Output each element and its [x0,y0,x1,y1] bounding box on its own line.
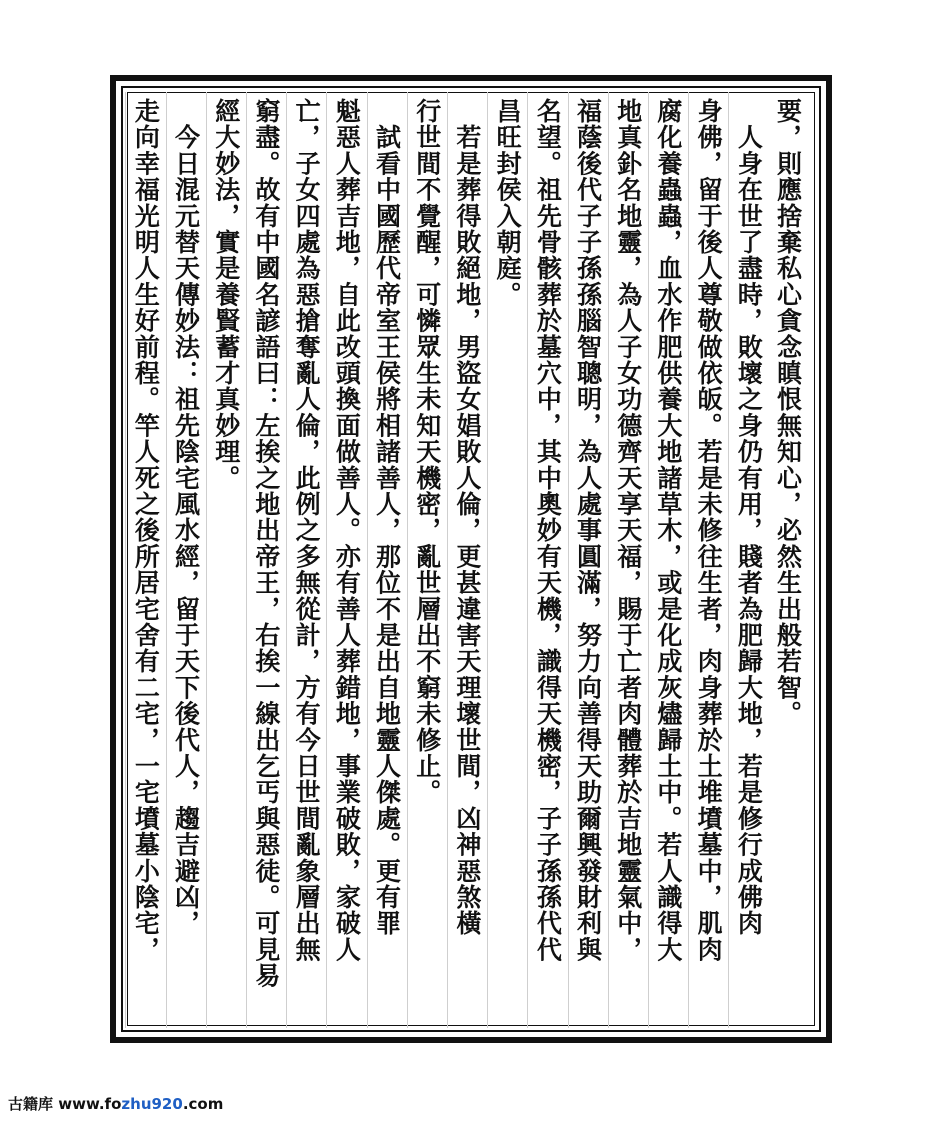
footer-site-name: 古籍库 [8,1095,54,1113]
text-column-1: 要，則應捨棄私心貪念瞋恨無知心，必然生出般若智。 [773,98,803,727]
text-column-2: 人身在世了盡時，敗壞之身仍有用，賤者為肥歸大地，若是修行成佛肉 [728,92,767,1028]
text-column-16: 今日混元替天傳妙法：祖先陰宅風水經，留于天下後代人，趨吉避凶， [166,92,205,1028]
text-column-4: 腐化養蟲蟲，血水作肥供養大地諸草木，或是化成灰燼歸土中。若人識得大 [648,92,687,1028]
footer-url-suffix: .com [182,1095,224,1113]
text-column-8: 昌旺封侯入朝庭。 [487,92,526,1028]
footer-watermark [8,1093,223,1114]
text-column-14: 窮盡。故有中國名諺語曰：左挨之地出帝王，右挨一線出乞丐與惡徒。可見易 [246,92,285,1028]
footer-url-prefix: www.fo [58,1095,122,1113]
text-column-12: 魁惡人葬吉地，自此改頭換面做善人。亦有善人葬錯地，事業破敗，家破人 [326,92,365,1028]
text-column-10: 行世間不覺醒，可憐眾生未知天機密，亂世層出不窮未修止。 [407,92,446,1028]
footer-url[interactable] [58,1095,223,1113]
text-column-17: 走向幸福光明人生好前程。竿人死之後所居宅舍有二宅，一宅墳墓小陰宅， [125,92,164,1028]
text-column-15: 經大妙法，實是養賢蓄才真妙理。 [206,92,245,1028]
text-column-9: 若是葬得敗絕地，男盜女娼敗人倫，更甚違害天理壞世間，凶神惡煞橫 [447,92,486,1028]
text-column-13: 亡，子女四處為惡搶奪亂人倫，此例之多無從計，方有今日世間亂象層出無 [286,92,325,1028]
vertical-text-body [123,92,807,1028]
text-column-5: 地真釙名地靈，為人子女功德齊天享天福，賜于亡者肉體葬於吉地靈氣中， [608,92,647,1028]
text-column-6: 福蔭後代子子孫孫腦智聰明，為人處事圓滿，努力向善得天助爾興發財利與 [568,92,607,1028]
text-column-7: 名望。祖先骨骸葬於墓穴中，其中奧妙有天機，識得天機密，子子孫孫代代 [527,92,566,1028]
footer-url-accent: zhu920 [121,1095,183,1113]
text-column-11: 試看中國歷代帝室王侯將相諸善人，那位不是出自地靈人傑處。更有罪 [367,92,406,1028]
text-column-3: 身佛，留于後人尊敬做依皈。若是未修往生者，肉身葬於土堆墳墓中，肌肉 [688,92,727,1028]
